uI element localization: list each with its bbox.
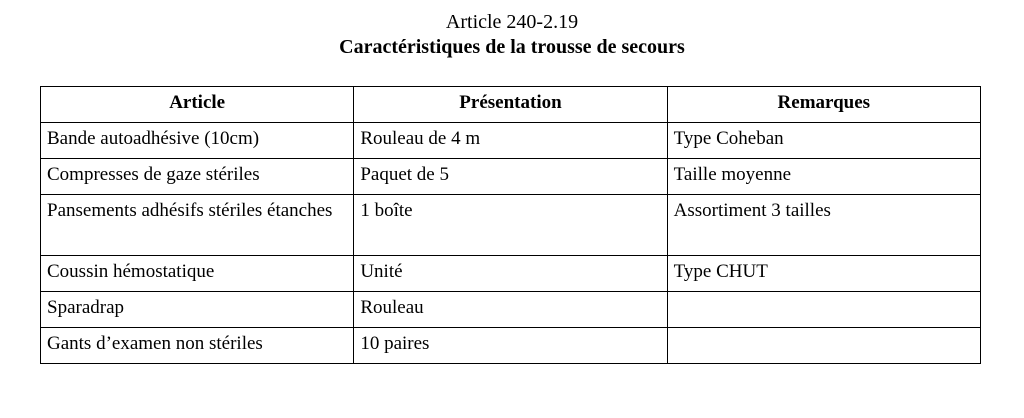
cell-article: Gants d’examen non stériles bbox=[41, 328, 354, 364]
cell-presentation: Rouleau de 4 m bbox=[354, 123, 667, 159]
table-row bbox=[41, 256, 981, 292]
cell-article: Bande autoadhésive (10cm) bbox=[41, 123, 354, 159]
cell-remarques bbox=[667, 292, 980, 328]
column-header-article: Article bbox=[41, 87, 354, 123]
first-aid-kit-table bbox=[40, 86, 981, 364]
cell-presentation: Paquet de 5 bbox=[354, 159, 667, 195]
cell-remarques: Type Coheban bbox=[667, 123, 980, 159]
column-header-remarques: Remarques bbox=[667, 87, 980, 123]
document-heading bbox=[0, 10, 1024, 60]
table-row bbox=[41, 159, 981, 195]
cell-remarques bbox=[667, 328, 980, 364]
cell-article: Sparadrap bbox=[41, 292, 354, 328]
cell-remarques: Taille moyenne bbox=[667, 159, 980, 195]
page-title: Caractéristiques de la trousse de secours bbox=[339, 36, 685, 58]
cell-article: Compresses de gaze stériles bbox=[41, 159, 354, 195]
cell-presentation: Rouleau bbox=[354, 292, 667, 328]
cell-presentation: Unité bbox=[354, 256, 667, 292]
table-row bbox=[41, 292, 981, 328]
cell-remarques: Assortiment 3 tailles bbox=[667, 195, 980, 256]
article-reference: Article 240-2.19 bbox=[445, 11, 579, 33]
cell-remarques: Type CHUT bbox=[667, 256, 980, 292]
cell-presentation: 10 paires bbox=[354, 328, 667, 364]
table-row bbox=[41, 195, 981, 256]
table-row bbox=[41, 328, 981, 364]
cell-presentation: 1 boîte bbox=[354, 195, 667, 256]
table-row bbox=[41, 123, 981, 159]
cell-article: Pansements adhésifs stériles étanches bbox=[41, 195, 354, 256]
cell-article: Coussin hémostatique bbox=[41, 256, 354, 292]
column-header-presentation: Présentation bbox=[354, 87, 667, 123]
table-header-row bbox=[41, 87, 981, 123]
